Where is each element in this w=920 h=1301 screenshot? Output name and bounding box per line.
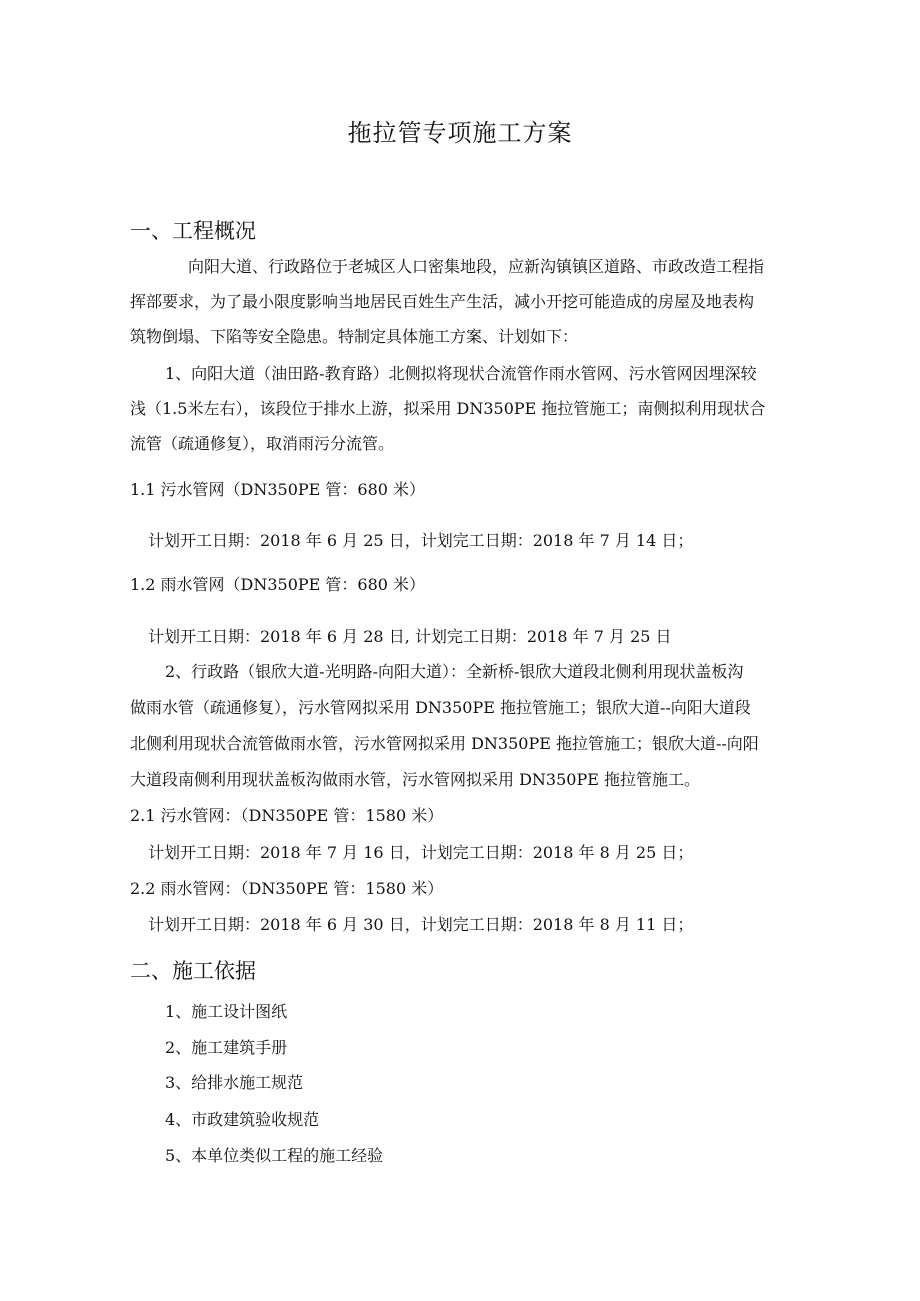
paragraph-line: 大道段南侧利用现状盖板沟做雨水管，污水管网拟采用 DN350PE 拖拉管施工。: [130, 770, 700, 789]
page-title: 拖拉管专项施工方案: [347, 119, 573, 147]
paragraph-line: 挥部要求，为了最小限度影响当地居民百姓生产生活，减小开挖可能造成的房屋及地表构: [130, 292, 755, 311]
paragraph-line: 做雨水管（疏通修复），污水管网拟采用 DN350PE 拖拉管施工；银欣大道--向阳大道段: [130, 698, 751, 717]
schedule-line: 计划开工日期：2018 年 6 月 25 日，计划完工日期：2018 年 7 月 14 日；: [148, 531, 694, 550]
paragraph-line: 流管（疏通修复），取消雨污分流管。: [130, 434, 395, 453]
subsection-heading: 1.1 污水管网（DN350PE 管：680 米）: [130, 480, 426, 499]
paragraph-line: 1、向阳大道（油田路-教育路）北侧拟将现状合流管作雨水管网、污水管网因埋深较: [165, 364, 757, 383]
section-heading-overview: 一、工程概况: [130, 219, 256, 243]
paragraph-line: 筑物倒塌、下陷等安全隐患。特制定具体施工方案、计划如下：: [130, 327, 579, 346]
list-item: 2、施工建筑手册: [165, 1038, 288, 1057]
paragraph-line: 北侧利用现状合流管做雨水管，污水管网拟采用 DN350PE 拖拉管施工；银欣大道--向阳: [130, 734, 759, 753]
list-item: 1、施工设计图纸: [165, 1002, 288, 1021]
list-item: 4、市政建筑验收规范: [165, 1110, 320, 1129]
subsection-heading: 2.2 雨水管网：（DN350PE 管：1580 米）: [130, 879, 444, 898]
paragraph-line: 向阳大道、行政路位于老城区人口密集地段，应新沟镇镇区道路、市政改造工程指: [188, 257, 765, 276]
list-item: 3、给排水施工规范: [165, 1073, 304, 1092]
schedule-line: 计划开工日期：2018 年 7 月 16 日，计划完工日期：2018 年 8 月 25 日；: [148, 843, 694, 862]
paragraph-line: 浅（1.5米左右），该段位于排水上游，拟采用 DN350PE 拖拉管施工；南侧拟利用现状合: [130, 399, 766, 418]
schedule-line: 计划开工日期：2018 年 6 月 28 日, 计划完工日期：2018 年 7 月 25 日: [148, 627, 672, 646]
subsection-heading: 2.1 污水管网：（DN350PE 管：1580 米）: [130, 806, 444, 825]
list-item: 5、本单位类似工程的施工经验: [165, 1146, 384, 1165]
section-heading-basis: 二、施工依据: [130, 959, 256, 983]
paragraph-line: 2、行政路（银欣大道-光明路-向阳大道）：全新桥-银欣大道段北侧利用现状盖板沟: [165, 662, 744, 681]
schedule-line: 计划开工日期：2018 年 6 月 30 日，计划完工日期：2018 年 8 月 11 日；: [148, 915, 694, 934]
subsection-heading: 1.2 雨水管网（DN350PE 管：680 米）: [130, 575, 426, 594]
